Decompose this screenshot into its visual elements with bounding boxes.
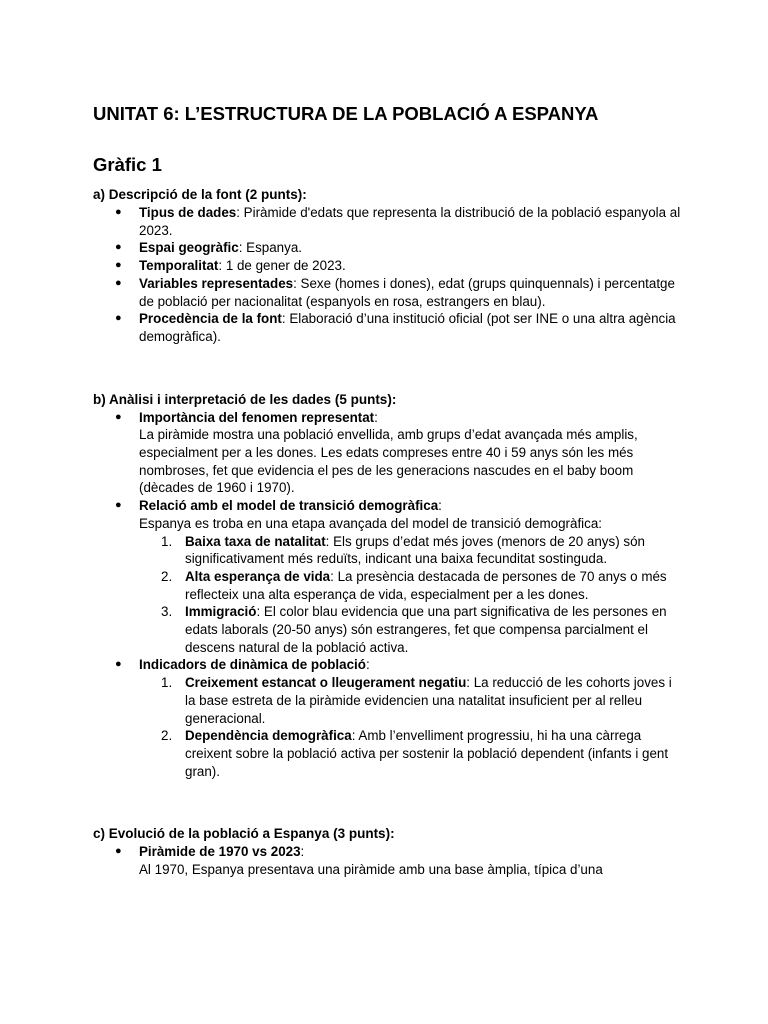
item-text: : La presència destacada de persones de 70 anys o més reflecteix una alta esperança de vida, especialment per a les dones. xyxy=(185,568,667,602)
item-label: Importància del fenomen representat xyxy=(139,409,375,425)
item-text: : Els grups d’edat més joves (menors de 20 anys) són significativament més reduïts, indicant una baixa fecunditat sostinguda. xyxy=(185,533,645,567)
item-colon: : xyxy=(374,409,378,425)
item-label: Tipus de dades xyxy=(139,205,237,220)
item-text: : Espanya. xyxy=(238,240,302,256)
list-item xyxy=(93,656,683,780)
list-item xyxy=(93,409,683,498)
item-colon: : xyxy=(300,844,305,860)
item-text: : La reducció de les cohorts joves i la base estreta de la piràmide evidencien una natalitat insuficient per al relleu generacional. xyxy=(185,675,672,726)
item-text: Al 1970, Espanya presentava una piràmide amb una base àmplia, típica d’una xyxy=(139,862,603,878)
list-item xyxy=(93,257,683,275)
bullet-icon: ● xyxy=(115,658,122,671)
item-text: La piràmide mostra una població envellida, amb grups d’edat avançada més amplis, especialment per a les dones. Les edats compreses entre 40 i 59 anys són les més nombroses, fet que evidencia el pes de les generacions nascudes en el baby boom (dècades de 1960 i 1970). xyxy=(139,427,638,496)
list-item xyxy=(93,204,683,239)
item-text: : Sexe (homes i dones), edat (grups quinquennals) i percentatge de població per nacionalitat (espanyols en rosa, estrangers en blau). xyxy=(139,275,675,309)
section-b-list xyxy=(93,409,683,781)
list-item xyxy=(93,310,683,345)
bullet-icon: ● xyxy=(115,845,122,858)
item-text: : Elaboració d’una institució oficial (pot ser INE o una altra agència demogràfica). xyxy=(139,311,676,344)
list-item xyxy=(93,275,683,310)
item-label: Espai geogràfic xyxy=(139,240,239,256)
section-a-list xyxy=(93,204,683,346)
item-text: Espanya es troba en una etapa avançada del model de transició demogràfica: xyxy=(139,515,603,531)
item-label: Variables representades xyxy=(139,275,294,291)
bullet-icon: ● xyxy=(115,410,122,423)
item-label: Piràmide de 1970 vs 2023 xyxy=(139,844,301,860)
bullet-icon: ● xyxy=(115,259,122,272)
chart-subtitle: Gràfic 1 xyxy=(93,154,162,175)
item-colon: : xyxy=(438,498,442,514)
bullet-icon: ● xyxy=(115,499,122,512)
item-number: 2. xyxy=(161,728,173,744)
list-item xyxy=(93,497,683,656)
document-title: UNITAT 6: L’ESTRUCTURA DE LA POBLACIÓ A ESPANYA xyxy=(93,103,599,124)
item-label: Alta esperança de vida xyxy=(185,568,331,584)
sublist-item xyxy=(139,603,683,656)
sublist-item xyxy=(139,727,683,780)
bullet-icon: ● xyxy=(115,206,122,218)
bullet-icon: ● xyxy=(115,276,122,289)
section-b-heading: b) Anàlisi i interpretació de les dades (5 punts): xyxy=(93,391,397,407)
item-label: Creixement estancat o lleugerament negatiu xyxy=(185,675,467,691)
section-c-heading: c) Evolució de la població a Espanya (3 punts): xyxy=(93,826,395,842)
item-label: Indicadors de dinàmica de població xyxy=(139,657,366,673)
item-label: Baixa taxa de natalitat xyxy=(185,533,326,549)
section-c-list xyxy=(93,843,683,878)
item-label: Dependència demogràfica xyxy=(185,728,352,744)
bullet-icon: ● xyxy=(115,312,122,325)
item-number: 1. xyxy=(161,675,173,691)
item-number: 3. xyxy=(161,604,173,620)
list-item xyxy=(93,843,683,878)
bullet-icon: ● xyxy=(115,241,122,254)
item-label: Immigració xyxy=(185,604,257,620)
sublist-item xyxy=(139,674,683,727)
item-text: : 1 de gener de 2023. xyxy=(218,258,346,274)
section-a-heading: a) Descripció de la font (2 punts): xyxy=(93,187,307,202)
item-text: : El color blau evidencia que una part significativa de les persones en edats laborals (20-50 anys) són estrangeres, fet que compensa parcialment el descens natural de la població activa. xyxy=(185,604,667,655)
sublist-item xyxy=(139,533,683,568)
item-label: Relació amb el model de transició demogràfica xyxy=(139,498,439,514)
document-page xyxy=(93,100,683,879)
sublist-item xyxy=(139,568,683,603)
item-colon: : xyxy=(365,657,370,673)
item-number: 2. xyxy=(161,568,173,584)
sublist xyxy=(139,674,683,780)
sublist xyxy=(139,533,683,657)
list-item xyxy=(93,239,683,257)
item-label: Temporalitat xyxy=(139,258,219,274)
item-label: Procedència de la font xyxy=(139,311,282,327)
item-number: 1. xyxy=(161,533,173,549)
item-text: : Piràmide d'edats que representa la distribució de la població espanyola al 2023. xyxy=(139,205,681,238)
item-text: : Amb l’envelliment progressiu, hi ha una càrrega creixent sobre la població activa per sostenir la població dependent (infants i gent gran). xyxy=(185,728,669,779)
